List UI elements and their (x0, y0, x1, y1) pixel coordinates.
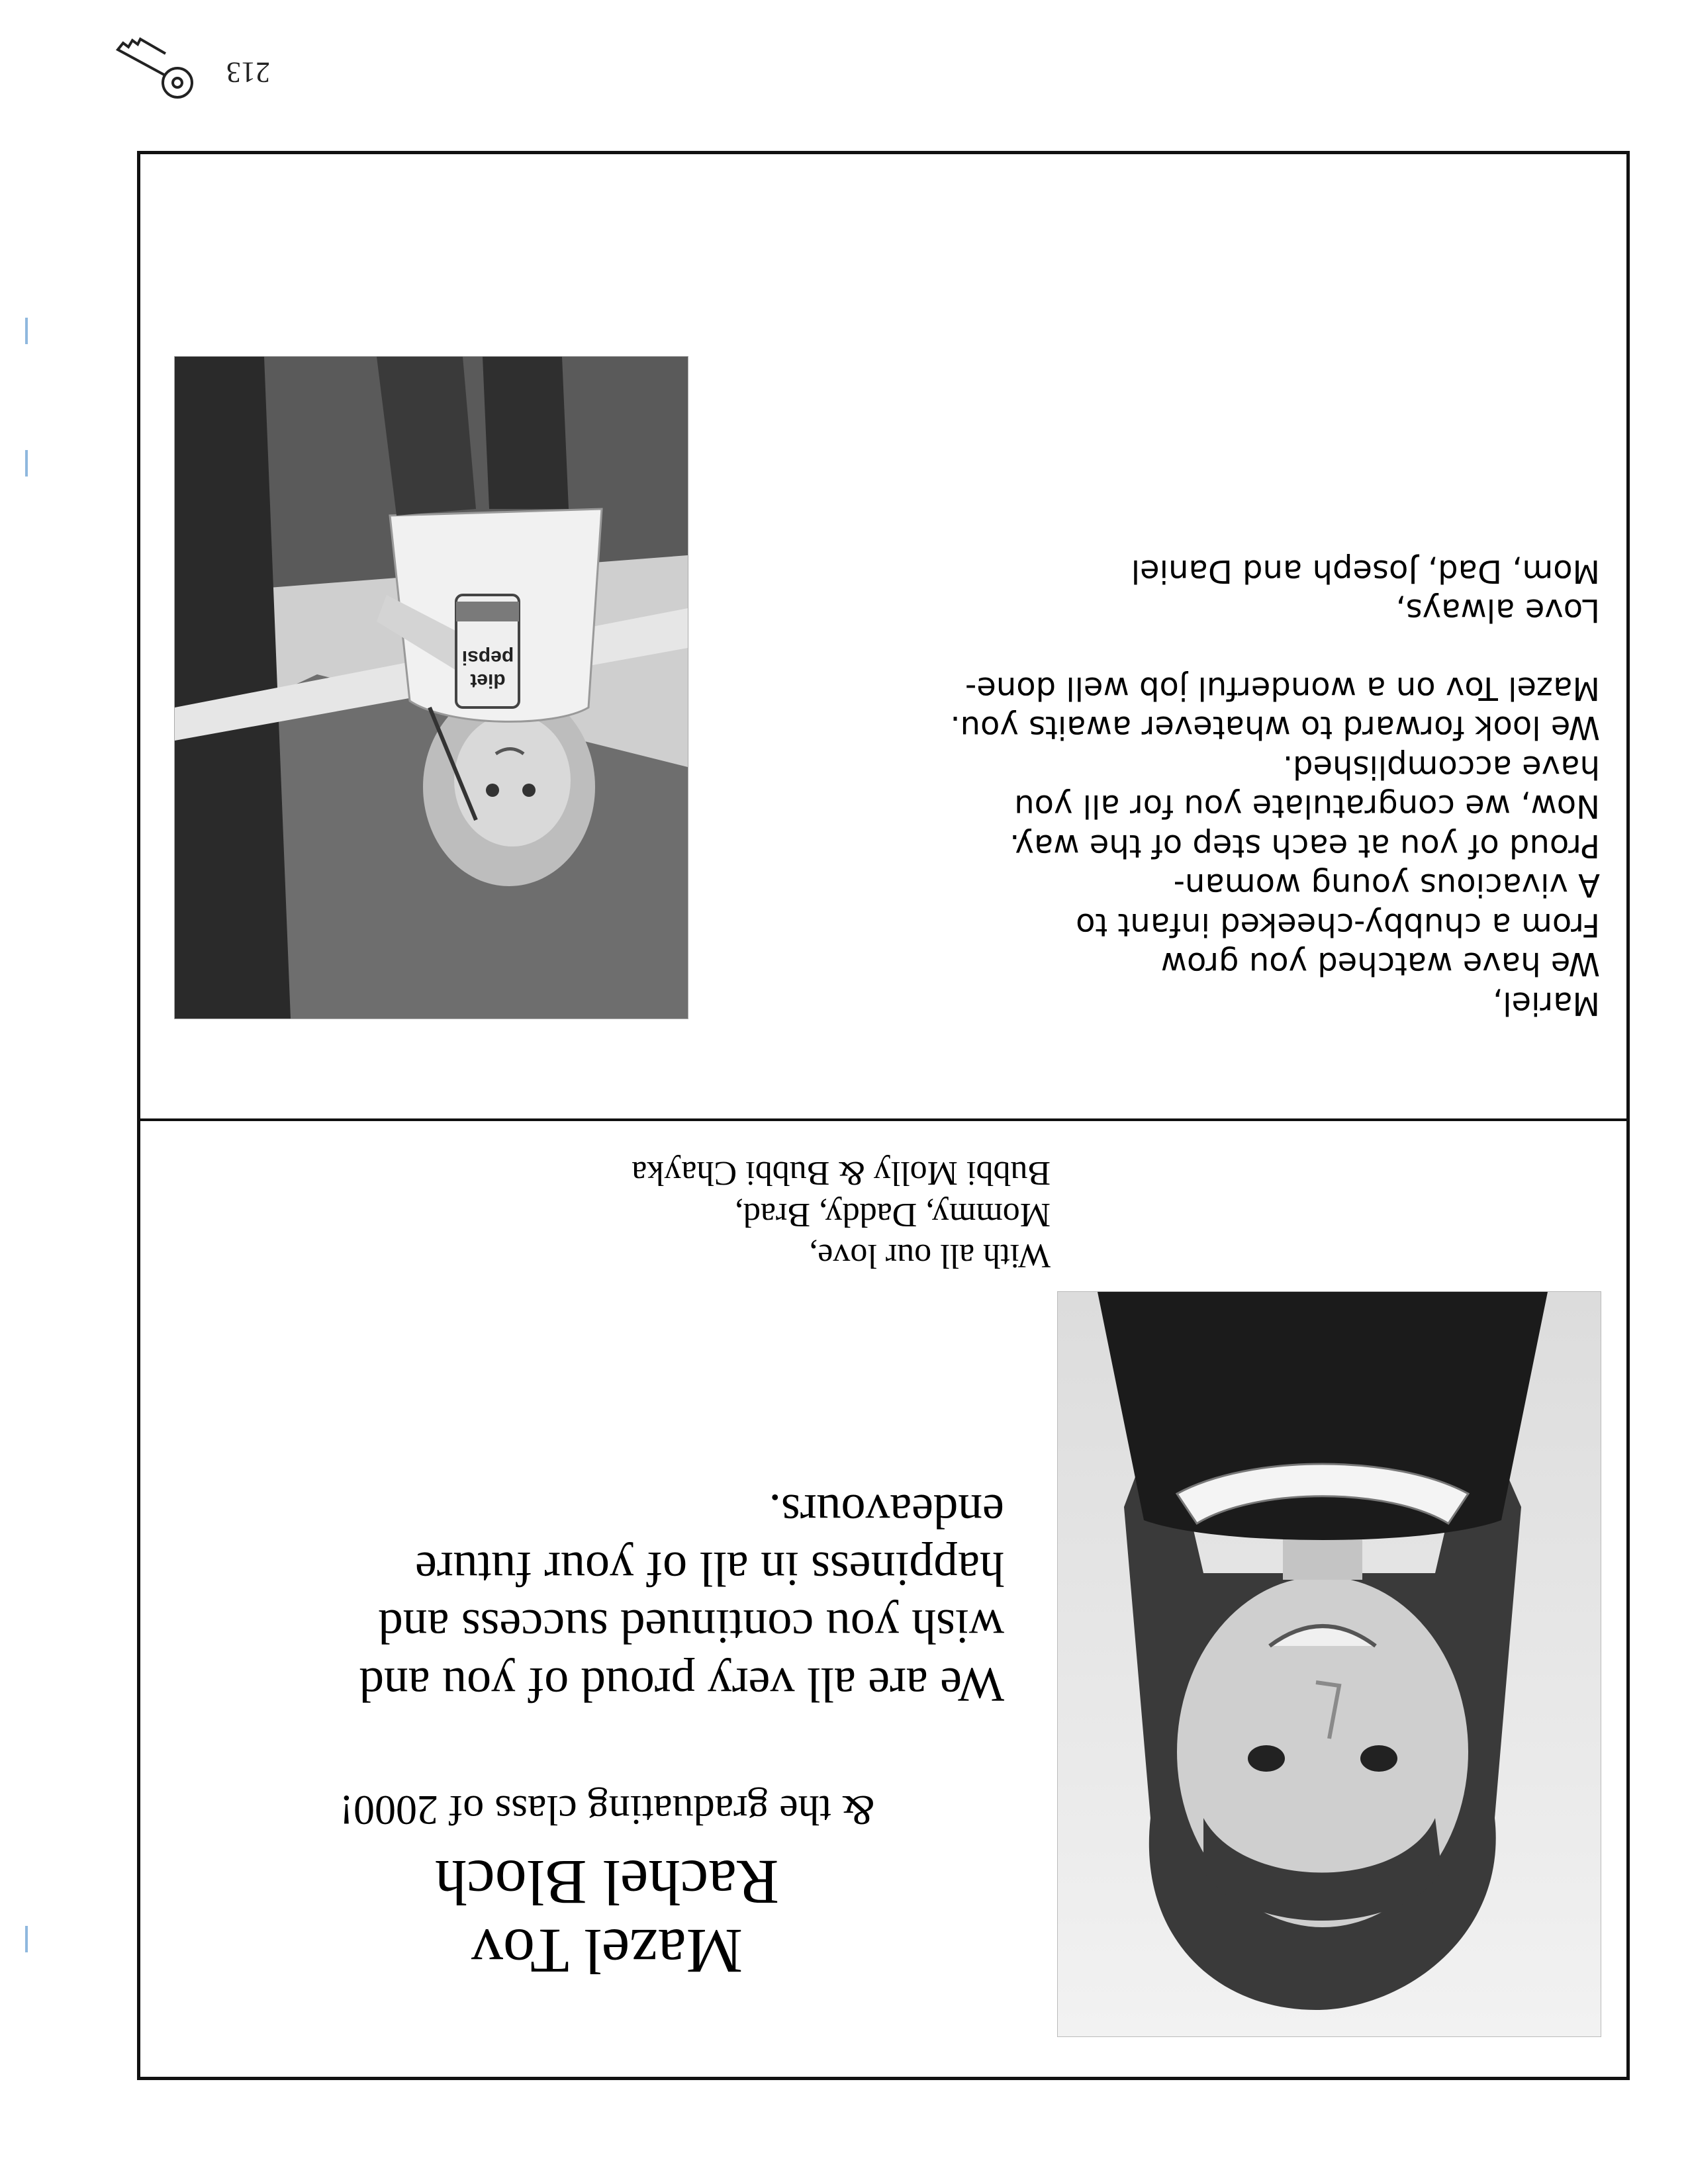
photo-rachel (1057, 1291, 1601, 2037)
rachel-message (210, 1481, 1004, 1712)
message-line: We are all very proud of you and (359, 1657, 1004, 1711)
class-line: & the graduating class of 2000! (339, 1786, 875, 1834)
message-line: From a chubby-cheeked infant to (1076, 905, 1600, 943)
signature-line: Mommy, Daddy, Brad, (734, 1195, 1051, 1234)
honoree-name: Rachel Bloch (435, 1847, 779, 1919)
scan-edge-mark (25, 1926, 28, 1952)
ad-divider (140, 1118, 1626, 1121)
ad-frame (137, 151, 1630, 2080)
scan-edge-mark (25, 450, 28, 477)
signature-line: Bubbi Molly & Bubbi Chayka (632, 1154, 1051, 1193)
rachel-signature (632, 1152, 1051, 1276)
rachel-text-block (210, 1481, 1004, 1987)
message-line: wish you continued success and (378, 1599, 1004, 1654)
message-line: happiness in all of your future (415, 1541, 1004, 1596)
signature-line: Mom, Dad, Joseph and Daniel (1131, 552, 1600, 590)
ad-rachel (140, 1121, 1626, 2077)
heading-mazel-tov: Mazel Tov (471, 1916, 743, 1987)
message-line: We have watched you grow (1160, 945, 1600, 983)
message-line: A vivacious young woman- (1173, 866, 1600, 904)
svg-text:diet: diet (470, 670, 506, 692)
ad-mariel (140, 154, 1626, 1118)
mariel-text-block (759, 551, 1600, 1023)
message-line: We look forward to whatever awaits you. (950, 709, 1600, 747)
pepsi-can (456, 595, 519, 707)
scan-edge-mark (25, 318, 28, 344)
key-icon (105, 36, 197, 109)
signature-line: With all our love, (809, 1237, 1051, 1275)
svg-text:pepsi: pepsi (461, 647, 514, 668)
message-line: have accomplished. (1282, 748, 1600, 786)
message-line: Mariel, (1492, 985, 1600, 1022)
photo-mariel (174, 356, 688, 1019)
message-line: endeavours. (769, 1483, 1004, 1538)
page-number: 213 (226, 56, 270, 89)
message-line: Mazel Tov on a wonderful job well done- (964, 669, 1600, 707)
signature-line: Love always, (1395, 592, 1600, 629)
message-line: Proud of you at each step of the way. (1009, 827, 1600, 864)
message-line: Now, we congratulate you for all you (1014, 788, 1600, 825)
